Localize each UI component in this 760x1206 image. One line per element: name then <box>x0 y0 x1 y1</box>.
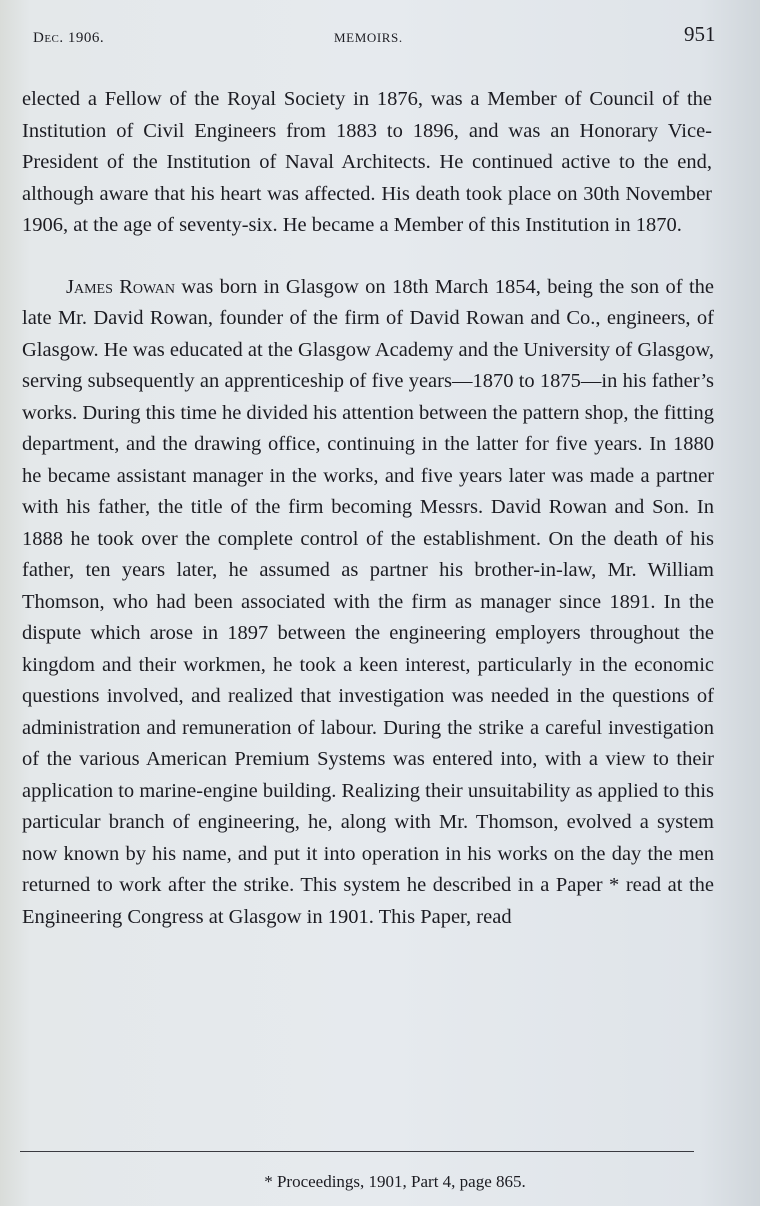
header-date: Dec. 1906. <box>33 30 105 46</box>
paragraph-memoir-continued: elected a Fellow of the Royal Society in 1876, was a Member of Council of the Institution of Civil Engineers from 1883 to 1896, and was an Honorary Vice-President of the Institution of Naval Architects. He continued active to the end, although aware that his heart was affected. His death took place on 30th November 1906, at the age of seventy-six. He became a Member of this Institution in 1870. <box>22 88 712 236</box>
body-text <box>22 84 714 933</box>
footnote: * Proceedings, 1901, Part 4, page 865. <box>264 1172 526 1191</box>
page-number: 951 <box>684 22 716 46</box>
memoir-subject-name: James Rowan <box>66 275 175 298</box>
footnote-divider <box>20 1151 694 1152</box>
header-section-title: MEMOIRS. <box>334 30 403 45</box>
paragraph-james-rowan <box>22 272 714 934</box>
memoir-body: was born in Glasgow on 18th March 1854, being the son of the late Mr. David Rowan, founder of the firm of David Rowan and Co., engineers, of Glasgow. He was educated at the Glasgow Academy and the University of Glasgow, serving subsequently an apprenticeship of five years—1870 to 1875—in his father’s works. During this time he divided his attention between the pattern shop, the fitting department, and the drawing office, continuing in the latter for five years. In 1880 he became assistant manager in the works, and five years later was made a partner with his father, the title of the firm becoming Messrs. David Rowan and Son. In 1888 he took over the complete control of the establishment. On the death of his father, ten years later, he assumed as partner his brother-in-law, Mr. William Thomson, who had been associated with the firm as manager since 1891. In the dispute which arose in 1897 between the engineering employers throughout the kingdom and their workmen, he took a keen interest, particularly in the economic questions involved, and realized that investigation was needed in the questions of administration and remuneration of labour. During the strike a careful investigation of the various American Premium Systems was entered into, with a view to their application to marine-engine building. Realizing their unsuitability as applied to this particular branch of engineering, he, along with Mr. Thomson, evolved a system now known by his name, and put it into operation in his works on the day the men returned to work after the strike. This system he described in a Paper * read at the Engineering Congress at Glasgow in 1901. This Paper, read <box>22 275 715 928</box>
running-header <box>0 22 760 52</box>
